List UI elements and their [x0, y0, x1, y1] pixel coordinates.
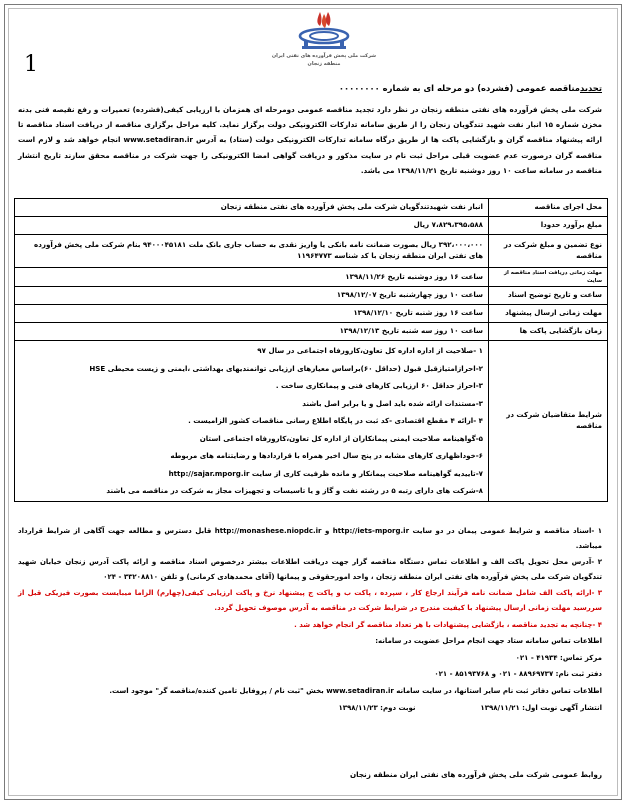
table-row: [15, 268, 608, 287]
conditions-list: [15, 341, 489, 502]
company-logo: [271, 10, 377, 74]
note-4: ۴ -چنانچه به تجدید مناقصه ، بازگشایی پیشنهادات با هر تعداد مناقصه گر انجام خواهد شد .: [294, 620, 602, 629]
table-row: [15, 217, 608, 235]
condition-item: ۸-شرکت های دارای رتبه ۵ در رشته نفت و گاز و یا تاسیسات و تجهیزات مجاز به شرکت در مناقصه می باشند: [106, 486, 483, 496]
condition-item: ۳-مستندات ارائه شده باید اصل و یا برابر اصل باشند: [302, 398, 483, 408]
row-label: نوع تضمین و مبلغ شرکت در مناقصه: [489, 235, 608, 268]
title-rest: مناقصه عمومی (فشرده) دو مرحله ای به شماره ۰۰۰۰۰۰۰۰: [338, 83, 580, 93]
page-number: 1: [24, 52, 38, 77]
logo-text-line1: شرکت ملی پخش فرآورده های نفتی ایران: [271, 53, 377, 59]
row-value: ساعت ۱۰ روز سه شنبه تاریخ ۱۳۹۸/۱۲/۱۳: [15, 323, 489, 341]
row-label: ساعت و تاریخ توضیح اسناد: [489, 287, 608, 305]
row-value: ۳۹۲،۰۰۰،۰۰۰ ریال بصورت ضمانت نامه بانکی یا واریز نقدی به حساب جاری بانک ملت ۹۴۰۰۰۴۵۱۸۱ بنام شرکت ملی پخش فرآورده های نفتی ایران منطقه زنجان با کد شناسه ۱۱۹۶۴۷۷۳: [15, 235, 489, 268]
table-row: [15, 235, 608, 268]
row-value: ساعت ۱۶ روز شنبه تاریخ ۱۳۹۸/۱۲/۱۰: [15, 305, 489, 323]
row-value: ۷،۸۲۹،۳۹۵،۵۸۸ ریال: [15, 217, 489, 235]
notes-section: [18, 524, 602, 717]
note-1: ۱ -اسناد مناقصه و شرایط عمومی پیمان در دو سایت http://iets-mporg.ir و http://monashese.niopdc.ir قابل دسترس و مطالعه جهت آگاهی از شرایط قرارداد میباشد.: [18, 527, 602, 550]
row-label: مهلت زمانی ارسال پیشنهاد: [489, 305, 608, 323]
condition-item: ۷-تاییدیه گواهینامه صلاحیت پیمانکار و مانده ظرفیت کاری از سایت http://sajar.mporg.ir: [168, 468, 483, 478]
publish-date-2: نوبت دوم: ۱۳۹۸/۱۱/۲۳: [338, 703, 416, 712]
contact-office-info: اطلاعات تماس دفاتر ثبت نام سایر استانها، در سایت سامانه www.setadiran.ir بخش "ثبت نام / پروفایل تامین کننده/مناقصه گر" موجود است.: [109, 686, 602, 695]
condition-item: ۵-گواهینامه صلاحیت ایمنی پیمانکاران از اداره کل تعاون،کارورفاه اجتماعی استان: [199, 433, 483, 443]
row-label: زمان بازگشایی پاکت ها: [489, 323, 608, 341]
condition-item: ۱ -صلاحیت از اداره اداره کل تعاون،کارورفاه اجتماعی در سال ۹۷: [257, 346, 483, 356]
row-value: ساعت ۱۰ روز چهارشنبه تاریخ ۱۳۹۸/۱۲/۰۷: [15, 287, 489, 305]
page-title: [22, 82, 602, 95]
tender-info-table: [14, 198, 608, 502]
contact-office: دفتر ثبت نام: ۸۸۹۶۹۷۳۷ - ۰۲۱ و ۸۵۱۹۳۷۶۸ - ۰۲۱: [434, 670, 602, 679]
row-value: انبار نفت شهیدتندگویان شرکت ملی پخش فرآورده های نفتی منطقه زنجان: [15, 199, 489, 217]
title-tajdid: تجدید: [579, 83, 602, 93]
contact-center: مرکز تماس: ۴۱۹۳۴ - ۰۲۱: [515, 653, 602, 662]
row-label: مهلت زمانی دریافت اسناد مناقصه از سایت: [489, 268, 608, 287]
table-row: [15, 323, 608, 341]
note-3: ۳ -ارائه پاکت الف شامل ضمانت نامه فرآیند ارجاع کار ، سپرده ، پاکت ب و پاکت ج پیشنهاد نرخ و پاکت ارزیابی کیفی(چهارم) الزاما میبایست بصورت فیزیکی قبل از سررسید مهلت زمانی ارسال پیشنهاد با کیفیت مندرج در شرایط شرکت در مناقصه به آدرس موصوف تحویل گردد.: [18, 589, 602, 612]
condition-item: ۶-خوداظهاری کارهای مشابه در پنج سال اخیر همراه با قراردادها و رضایتنامه های مربوطه: [170, 451, 483, 461]
table-row-conditions: [15, 341, 608, 502]
condition-item: ۳-احراز حداقل ۶۰ ارزیابی کارهای فنی و پیمانکاری ساخت .: [275, 381, 483, 391]
row-label: محل اجرای مناقصه: [489, 199, 608, 217]
row-value: ساعت ۱۶ روز دوشنبه تاریخ ۱۳۹۸/۱۱/۲۶: [15, 268, 489, 287]
publish-dates: [18, 701, 602, 716]
condition-item: ۲-احرازامتیازقبل قبول (حداقل ۶۰)براساس معیارهای ارزیابی توانمندیهای بهداشتی ،ایمنی و زیست محیطی HSE: [89, 363, 483, 373]
table-row: [15, 287, 608, 305]
footer-public-relations: روابط عمومی شرکت ملی پخش فرآورده های نفتی ایران منطقه زنجان: [350, 770, 602, 779]
publish-date-1: انتشار آگهی نوبت اول: ۱۳۹۸/۱۱/۲۱: [480, 703, 602, 712]
table-row: [15, 305, 608, 323]
contact-title: اطلاعات تماس سامانه ستاد جهت انجام مراحل عضویت در سامانه:: [375, 637, 602, 646]
intro-paragraph: شرکت ملی پخش فرآورده های نفتی منطقه زنجان در نظر دارد تجدید مناقصه عمومی دومرحله ای همزمان با ارزیابی کیفی(فشرده) تعمیرات و رفع نقیصه فنی بدنه مخزن شماره ۱۵ انبار نفت شهید تندگویان زنجان را از طریق سامانه تدارکات الکترونیکی دولت برگزار نماید. کلیه مراحل برگزاری مناقصه از دریافت اسناد مناقصه تا ارائه پیشنهاد مناقصه گران و بازگشایی پاکت ها از طریق درگاه سامانه تدارکات الکترونیکی دولت (ستاد) به آدرس www.setadiran.ir انجام خواهد شد و لازم است مناقصه گران درصورت عدم عضویت قبلی مراحل ثبت نام در سایت مذکور و دریافت گواهی امضا الکترونیکی را جهت شرکت در مناقصه محقق سازند تاریخ انتشار مناقصه در سامانه ساعت ۱۰ روز دوشنبه تاریخ ۱۳۹۸/۱۱/۲۱ می باشد.: [18, 105, 602, 175]
table-row: [15, 199, 608, 217]
logo-text-line2: منطقه زنجان: [307, 61, 341, 67]
condition-item: ۴ -ارائه ۴ مقطع اقتصادی -کد ثبت در پایگاه اطلاع رسانی مناقصات کشور الزامیست .: [188, 416, 483, 426]
note-2: ۲ -آدرس محل تحویل پاکت الف و اطلاعات تماس دستگاه مناقصه گزار جهت دریافت اطلاعات بیشتر درخصوص اسناد مناقصه و ارائه پاکت آدرس زنجان خیابان شهید تندگویان شرکت ملی پخش فرآورده های نفتی ایران منطقه زنجان ، واحد امورحقوقی و پیمانها (آقای محمدهادی کرمانی) و تلفن ۳۳۲۰۸۸۱۰ - ۰۲۴: [18, 558, 602, 581]
row-label: مبلغ برآورد حدودا: [489, 217, 608, 235]
conditions-label: شرایط متقاضیان شرکت در مناقصه: [489, 341, 608, 502]
